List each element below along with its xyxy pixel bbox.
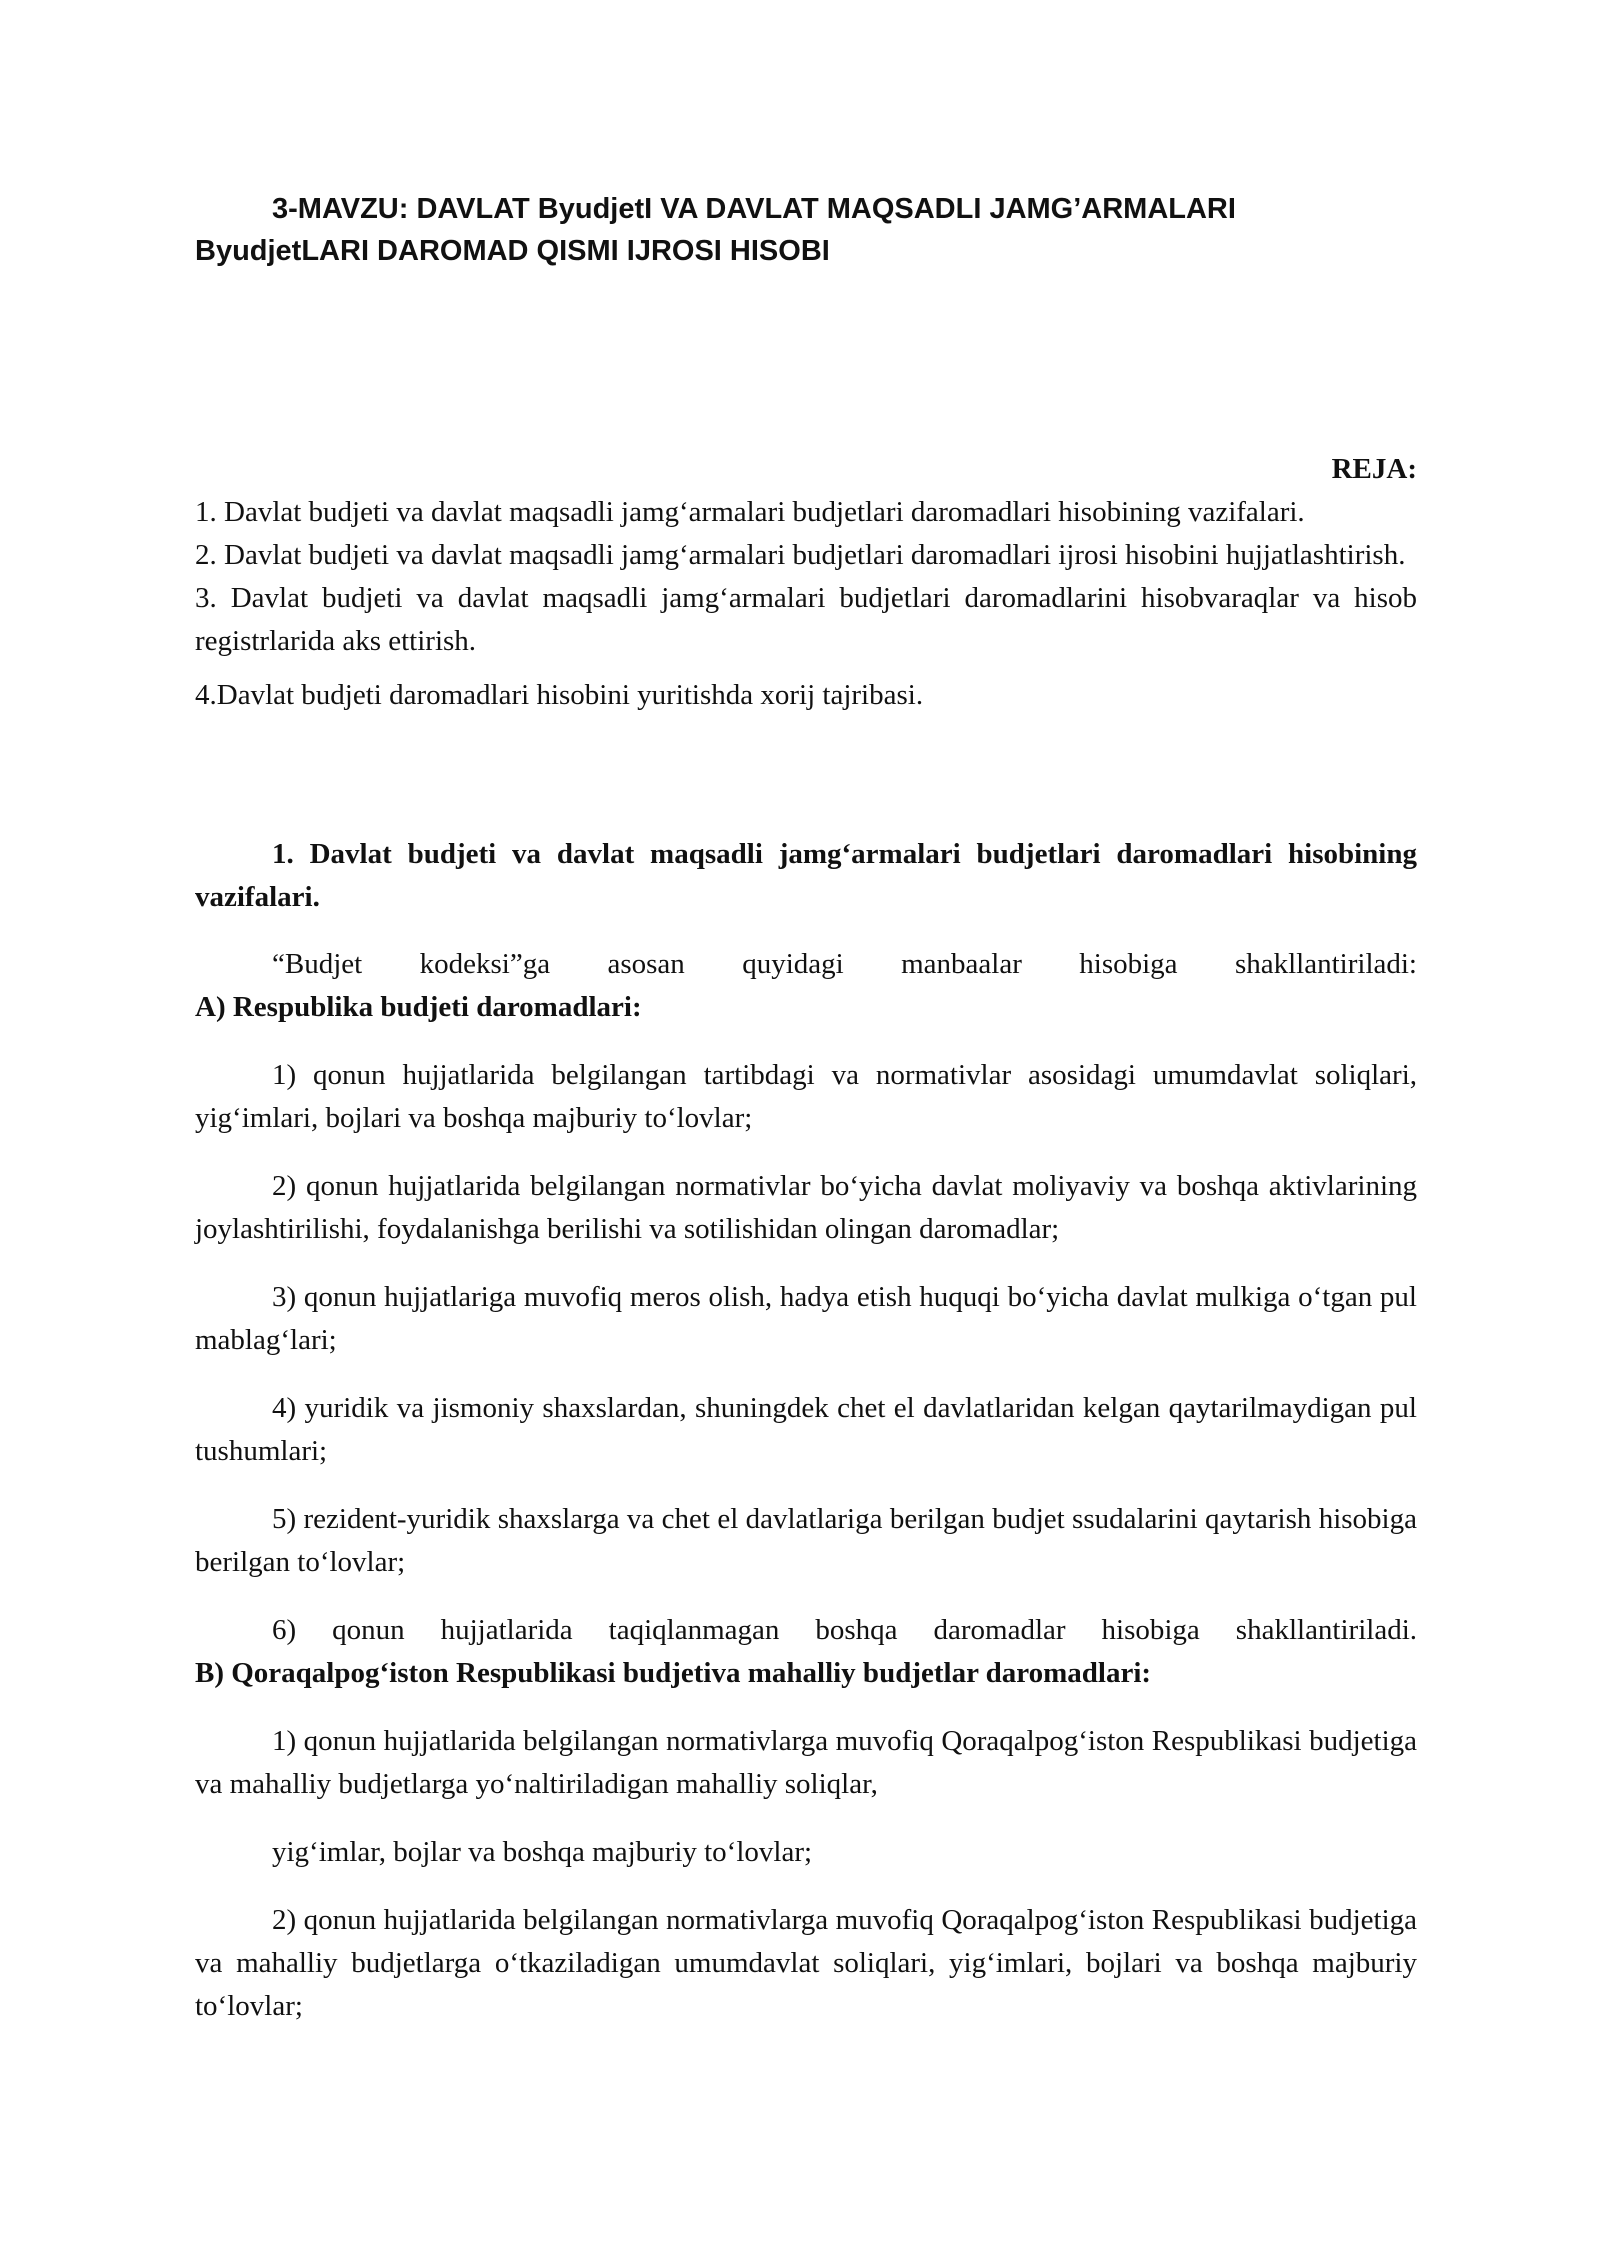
title-line-1: 3-MAVZU: DAVLAT ByudjetI VA DAVLAT MAQSADLI JAMG’ARMALARI (272, 193, 1236, 225)
plan-list (195, 491, 1417, 717)
subheading-a: A) Respublika budjeti daromadlari: (195, 991, 642, 1023)
document-page (195, 188, 1417, 2028)
document-title (195, 188, 1417, 272)
list-item: 3) qonun hujjatlariga muvofiq meros olish, hadya etish huquqi bo‘yicha davlat mulkiga o‘tgan pul mablag‘lari; (195, 1281, 1417, 1356)
list-item: 4) yuridik va jismoniy shaxslardan, shuningdek chet el davlatlaridan kelgan qaytarilmaydigan pul tushumlari; (195, 1392, 1417, 1467)
title-line-2: ByudjetLARI DAROMAD QISMI IJROSI HISOBI (195, 235, 830, 267)
list-item: 5) rezident-yuridik shaxslarga va chet el davlatlariga berilgan budjet ssudalarini qaytarish hisobiga berilgan to‘lovlar; (195, 1503, 1417, 1578)
list-item: 1) qonun hujjatlarida belgilangan normativlarga muvofiq Qoraqalpog‘iston Respublikasi budjetiga va mahalliy budjetlarga yo‘naltiriladigan mahalliy soliqlar, (195, 1725, 1417, 1800)
section-heading: 1. Davlat budjeti va davlat maqsadli jamg‘armalari budjetlari daromadlari hisobining vazifalari. (195, 838, 1417, 913)
list-item: 1) qonun hujjatlarida belgilangan tartibdagi va normativlar asosidagi umumdavlat soliqlari, yig‘imlari, bojlari va boshqa majburiy to‘lovlar; (195, 1059, 1417, 1134)
plan-item: 4.Davlat budjeti daromadlari hisobini yuritishda xorij tajribasi. (195, 679, 924, 711)
list-item-with-subheading (195, 1609, 1417, 1695)
plan-item: 1. Davlat budjeti va davlat maqsadli jamg‘armalari budjetlari daromadlari hisobining vazifalari. (195, 496, 1305, 528)
intro-text: “Budjet kodeksi”ga asosan quyidagi manbaalar hisobiga shakllantiriladi: (272, 948, 1417, 980)
list-item: 6) qonun hujjatlarida taqiqlanmagan boshqa daromadlar hisobiga shakllantiriladi. (272, 1614, 1417, 1646)
intro-paragraph (195, 943, 1417, 1029)
list-item: 2) qonun hujjatlarida belgilangan normativlarga muvofiq Qoraqalpog‘iston Respublikasi budjetiga va mahalliy budjetlarga o‘tkaziladigan umumdavlat soliqlari, yig‘imlari, bojlari va boshqa majburiy to‘lovlar; (195, 1904, 1417, 2022)
subheading-b: B) Qoraqalpog‘iston Respublikasi budjetiva mahalliy budjetlar daromadlari: (195, 1657, 1152, 1689)
list-item: yig‘imlar, bojlar va boshqa majburiy to‘lovlar; (272, 1836, 813, 1868)
plan-item: 3. Davlat budjeti va davlat maqsadli jamg‘armalari budjetlari daromadlarini hisobvaraqlar va hisob registrlarida aks ettirish. (195, 582, 1417, 657)
list-item: 2) qonun hujjatlarida belgilangan normativlar bo‘yicha davlat moliyaviy va boshqa aktivlarining joylashtirilishi, foydalanishga berilishi va sotilishidan olingan daromadlar; (195, 1170, 1417, 1245)
plan-item: 2. Davlat budjeti va davlat maqsadli jamg‘armalari budjetlari daromadlari ijrosi hisobini hujjatlashtirish. (195, 539, 1406, 571)
plan-heading: REJA: (1331, 453, 1417, 485)
